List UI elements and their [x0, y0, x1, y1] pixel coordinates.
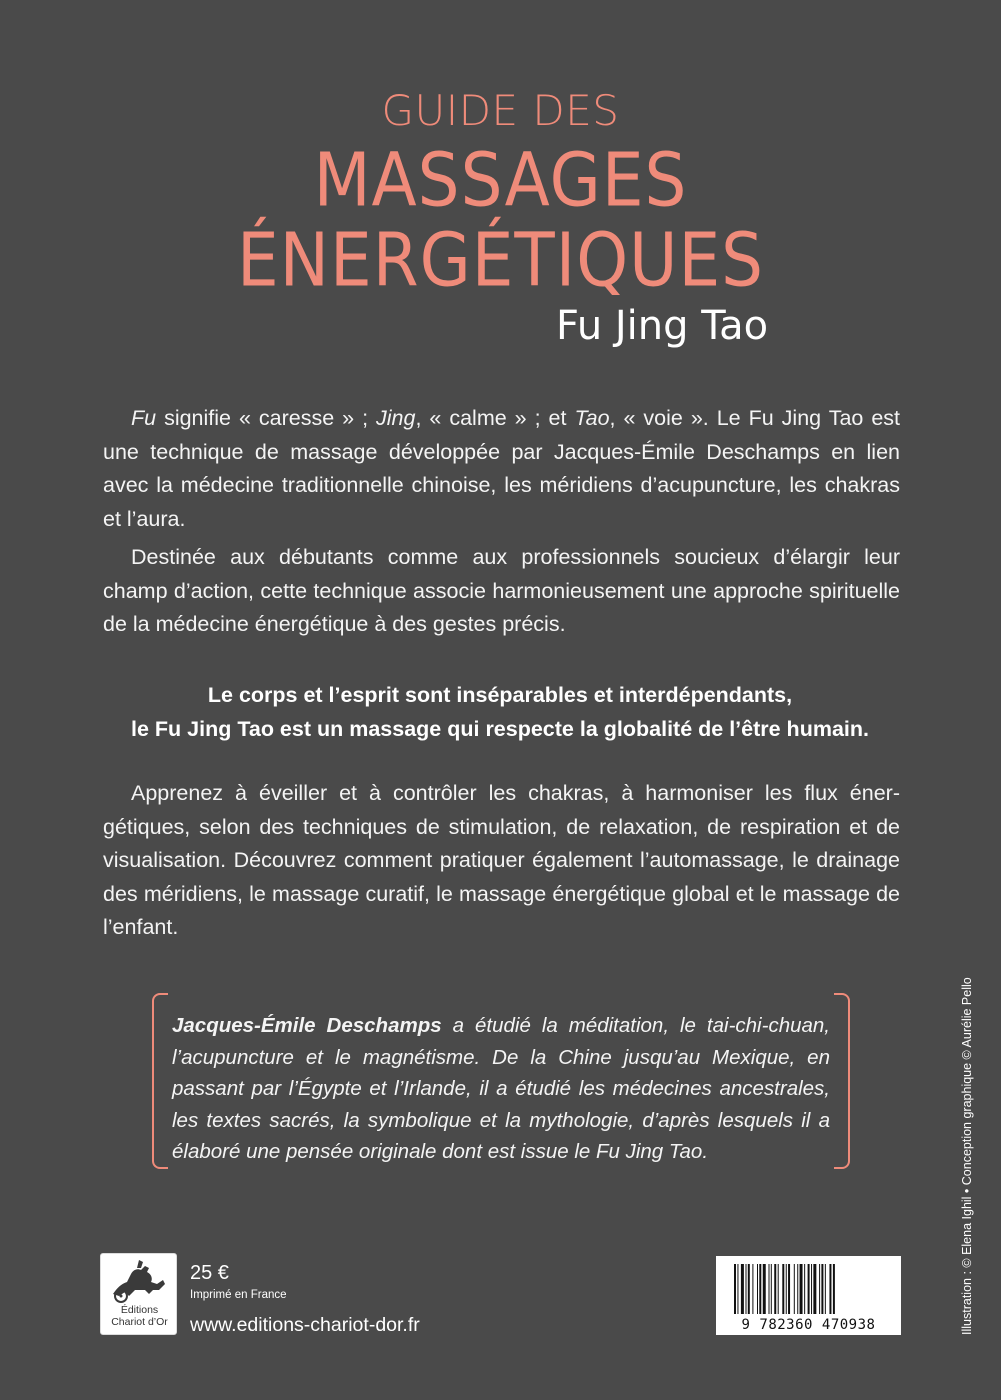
quote-line-2: le Fu Jing Tao est un massage qui respecte la globalité de l’être humain.	[131, 717, 869, 741]
barcode-icon	[734, 1264, 884, 1314]
text-segment: signifie « caresse » ;	[156, 406, 377, 430]
text-segment: Destinée aux débutants comme aux professionnels soucieux d’élargir leur champ d’action, cette technique associe harmonieusement une approche spirituelle de la médecine énergétique à des gestes précis.	[103, 545, 900, 636]
text-segment: Apprenez à éveiller et à contrôler les chakras, à harmoniser les flux énergétiques, selon des techniques de stimulation, de relaxation, de respiration et de visualisation. Découvrez comment pratiquer également l’automassage, le drainage des méridiens, le massage curatif, le massage énergétique global et le massage de l’enfant.	[103, 781, 900, 939]
title-line-3: ÉNERGÉTIQUES	[236, 217, 765, 304]
publisher-website[interactable]: www.editions-chariot-dor.fr	[190, 1314, 420, 1336]
paragraph-audience	[103, 541, 900, 642]
isbn-barcode	[716, 1256, 901, 1335]
title-line-1: GUIDE DES	[381, 86, 620, 135]
printed-in: Imprimé en France	[190, 1289, 287, 1301]
paragraph-intro	[103, 402, 900, 536]
word-tao: Tao	[574, 406, 610, 430]
isbn-number: 9 782360 470938	[741, 1317, 876, 1333]
chariot-horse-icon	[107, 1258, 171, 1304]
logo-text	[101, 1304, 178, 1328]
highlight-quote	[100, 678, 900, 746]
logo-line-1: Éditions	[120, 1304, 159, 1316]
quote-line-1: Le corps et l’esprit sont inséparables et interdépendants,	[207, 683, 793, 707]
price: 25 €	[190, 1262, 229, 1284]
logo-line-2: Chariot d’Or	[111, 1316, 168, 1328]
author-bio	[172, 1010, 830, 1168]
subtitle: Fu Jing Tao	[556, 303, 769, 349]
text-segment: , « calme » ; et	[415, 406, 575, 430]
title-line-2: MASSAGES	[313, 137, 688, 224]
bracket-left	[152, 993, 168, 1169]
bio-text: a étudié la méditation, le tai-chi-chuan, l’acupuncture et le magnétisme. De la Chine jusqu’au Mexique, en passant par l’Égypte et l’Irlande, il a étudié les médecines ancestrales, les textes sacrés, la symbolique et la mythologie, d’après lesquels il a élaboré une pensée originale dont est issue le Fu Jing Tao.	[172, 1014, 830, 1163]
credits: Illustration : © Elena Ighil • Conception graphique © Aurélie Pello	[960, 977, 974, 1335]
word-jing: Jing	[376, 406, 416, 430]
publisher-logo	[100, 1253, 177, 1335]
author-name: Jacques-Émile Deschamps	[172, 1014, 442, 1037]
text-segment: , « voie ». Le Fu Jing Tao est une technique de massage développée par Jacques-Émile Deschamps en lien avec la médecine traditionnelle chinoise, les méridiens d’acupuncture, les chakras et l’aura.	[103, 406, 901, 531]
paragraph-learn	[103, 777, 900, 945]
bracket-right	[834, 993, 850, 1169]
word-fu: Fu	[131, 406, 157, 430]
